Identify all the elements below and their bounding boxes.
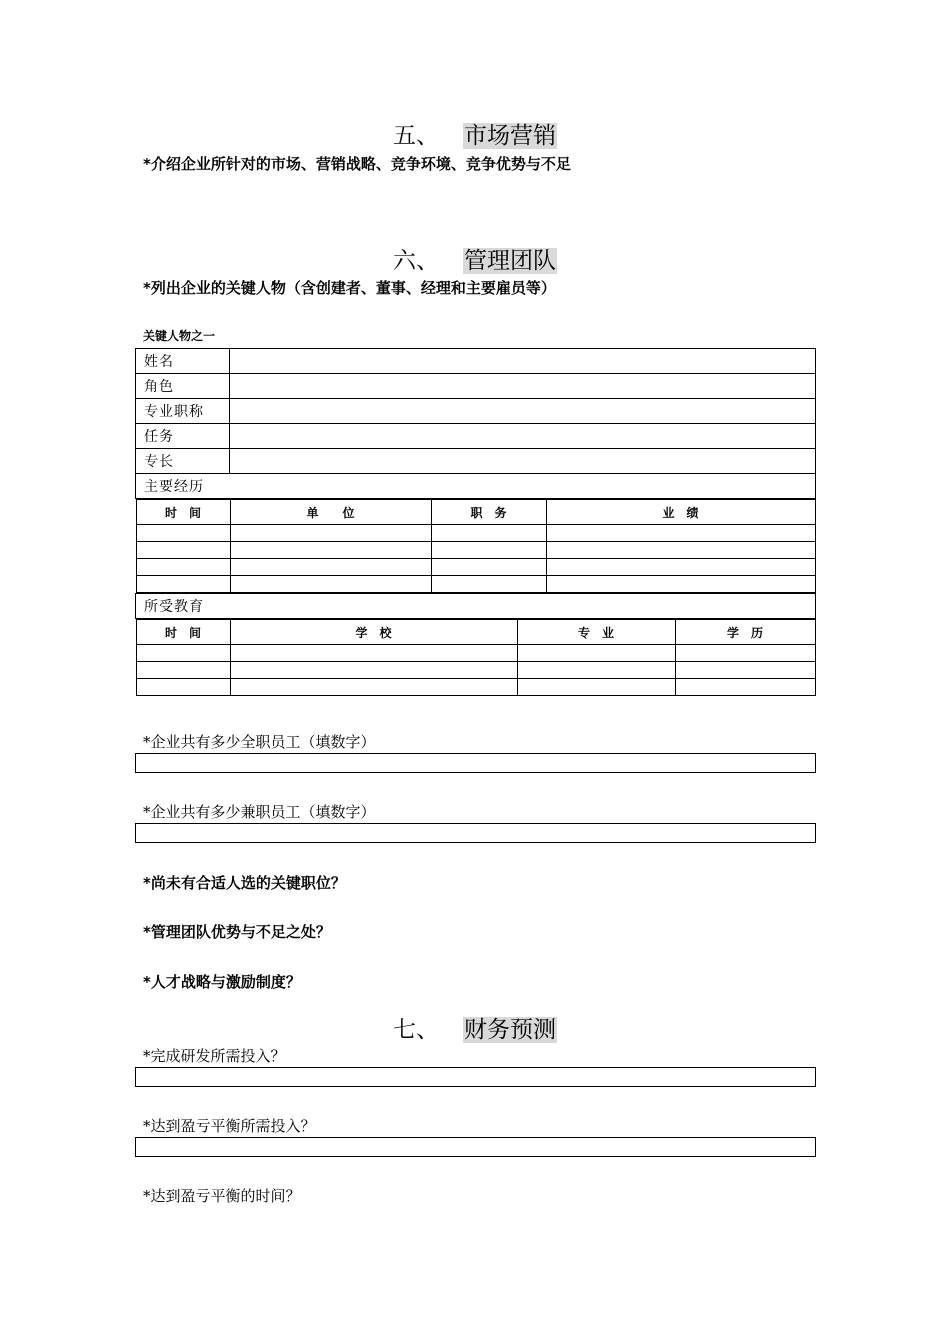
table-cell[interactable] (230, 559, 431, 576)
table-cell[interactable] (230, 679, 517, 696)
vacant-positions-question: *尚未有合适人选的关键职位？ (143, 874, 346, 892)
table-cell[interactable] (431, 542, 546, 559)
table-cell[interactable] (431, 525, 546, 542)
field-label-name: 姓名 (136, 349, 230, 374)
table-row (136, 559, 815, 576)
edu-header-major: 专 业 (517, 620, 675, 645)
breakeven-investment-question: *达到盈亏平衡所需投入？ (143, 1117, 316, 1135)
table-cell[interactable] (675, 662, 815, 679)
edu-header-school: 学 校 (230, 620, 517, 645)
breakeven-time-question: *达到盈亏平衡的时间？ (143, 1187, 301, 1205)
exp-header-achievement: 业 绩 (546, 500, 815, 525)
table-row (136, 525, 815, 542)
talent-strategy-question: *人才战略与激励制度？ (143, 973, 301, 991)
education-label: 所受教育 (136, 594, 816, 619)
rd-investment-input[interactable] (135, 1067, 816, 1087)
section-6-name: 管理团队 (464, 248, 556, 274)
field-input-name[interactable] (230, 349, 816, 374)
table-cell[interactable] (230, 662, 517, 679)
field-label-expertise: 专长 (136, 449, 230, 474)
section-7-number: 七、 (393, 1017, 439, 1043)
experience-table-wrapper (136, 499, 816, 594)
table-row (136, 645, 815, 662)
table-cell[interactable] (517, 662, 675, 679)
table-cell[interactable] (546, 542, 815, 559)
experience-table (136, 499, 816, 593)
table-cell[interactable] (546, 525, 815, 542)
section-5-description: *介绍企业所针对的市场、营销战略、竞争环境、竞争优势与不足 (143, 155, 571, 173)
table-row (136, 542, 815, 559)
table-cell[interactable] (136, 662, 230, 679)
key-person-table (135, 348, 816, 696)
table-row (136, 374, 816, 399)
table-cell[interactable] (431, 576, 546, 593)
parttime-input[interactable] (135, 823, 816, 843)
table-row (136, 679, 815, 696)
field-label-title: 专业职称 (136, 399, 230, 424)
table-cell[interactable] (230, 525, 431, 542)
field-input-title[interactable] (230, 399, 816, 424)
table-row (136, 449, 816, 474)
table-cell[interactable] (136, 559, 230, 576)
edu-header-degree: 学 历 (675, 620, 815, 645)
table-cell[interactable] (517, 679, 675, 696)
table-row (136, 662, 815, 679)
section-5-name: 市场营销 (464, 123, 556, 149)
field-label-task: 任务 (136, 424, 230, 449)
table-row (136, 576, 815, 593)
section-5-title (0, 122, 950, 150)
exp-header-unit: 单 位 (230, 500, 431, 525)
table-cell[interactable] (230, 576, 431, 593)
field-input-expertise[interactable] (230, 449, 816, 474)
table-row (136, 424, 816, 449)
table-cell[interactable] (675, 679, 815, 696)
table-row (136, 474, 816, 499)
table-cell[interactable] (136, 645, 230, 662)
table-cell[interactable] (675, 645, 815, 662)
table-cell[interactable] (136, 576, 230, 593)
experience-label: 主要经历 (136, 474, 816, 499)
fulltime-question: *企业共有多少全职员工（填数字） (143, 733, 376, 751)
section-7-title (0, 1016, 950, 1044)
key-person-title: 关键人物之一 (143, 329, 216, 343)
table-row (136, 349, 816, 374)
table-cell[interactable] (431, 559, 546, 576)
section-5-number: 五、 (393, 123, 439, 149)
field-input-task[interactable] (230, 424, 816, 449)
breakeven-investment-input[interactable] (135, 1137, 816, 1157)
education-table (136, 619, 816, 696)
edu-header-time: 时 间 (136, 620, 230, 645)
section-7-name: 财务预测 (464, 1017, 556, 1043)
table-row (136, 594, 816, 619)
table-cell[interactable] (230, 542, 431, 559)
fulltime-input[interactable] (135, 753, 816, 773)
parttime-question: *企业共有多少兼职员工（填数字） (143, 803, 376, 821)
table-cell[interactable] (136, 525, 230, 542)
table-cell[interactable] (546, 559, 815, 576)
section-6-title (0, 247, 950, 275)
table-cell[interactable] (230, 645, 517, 662)
section-6-number: 六、 (393, 248, 439, 274)
section-6-description: *列出企业的关键人物（含创建者、董事、经理和主要雇员等） (143, 279, 556, 297)
table-cell[interactable] (136, 679, 230, 696)
exp-header-time: 时 间 (136, 500, 230, 525)
field-label-role: 角色 (136, 374, 230, 399)
table-cell[interactable] (546, 576, 815, 593)
exp-header-position: 职 务 (431, 500, 546, 525)
field-input-role[interactable] (230, 374, 816, 399)
rd-investment-question: *完成研发所需投入？ (143, 1047, 286, 1065)
table-cell[interactable] (136, 542, 230, 559)
team-strengths-question: *管理团队优势与不足之处？ (143, 923, 331, 941)
table-row (136, 399, 816, 424)
education-table-wrapper (136, 619, 816, 697)
table-cell[interactable] (517, 645, 675, 662)
